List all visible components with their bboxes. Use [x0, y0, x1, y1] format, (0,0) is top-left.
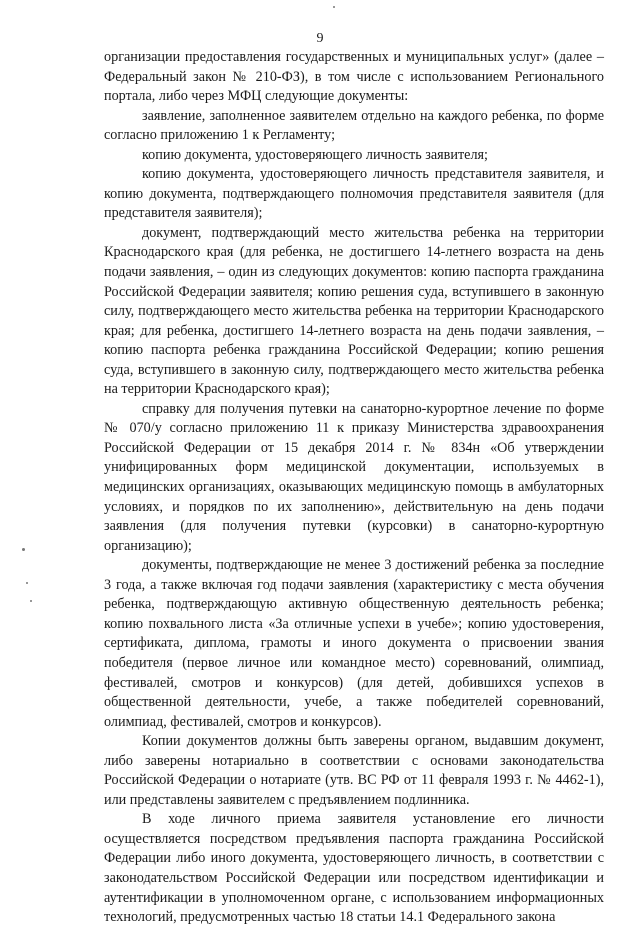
- scan-speck: [26, 582, 28, 584]
- document-body: [104, 48, 604, 928]
- page-number: 9: [316, 31, 324, 46]
- scan-speck: [22, 548, 25, 551]
- paragraph-applicant-id: копию документа, удостоверяющего личность заявителя;: [142, 146, 488, 163]
- paragraph-sanatorium-certificate: справку для получения путевки на санаторно-курортное лечение по форме № 070/у согласно приложению 11 к приказу Министерства здравоохранения Российской Федерации от 15 декабря 2014 г. № 834н «Об утверждении унифицированных форм медицинской документации, используемых в медицинских организациях, оказывающих медицинскую помощь в амбулаторных условиях, и порядков по их заполнению», действительную на день подачи заявления (для получения путевки (курсовки) в санаторно-курортную организацию);: [104, 400, 604, 554]
- scan-speck: [30, 600, 32, 602]
- paragraph-representative-id: копию документа, удостоверяющего личность представителя заявителя, и копию документа, подтверждающего полномочия представителя заявителя (для представителя заявителя);: [104, 166, 604, 222]
- paragraph-residence-document: документ, подтверждающий место жительства ребенка на территории Краснодарского края (для ребенка, не достигшего 14-летнего возраста на день подачи заявления, – один из следующих документов: копию паспорта гражданина Российской Федерации заявителя; копию решения суда, вступившего в законную силу, подтверждающего место жительства ребенка на территории Краснодарского края; для ребенка, достигшего 14-летнего возраста на день подачи заявления, – копию паспорта ребенка гражданина Российской Федерации; копию решения суда, вступившего в законную силу, подтверждающего место жительства ребенка на территории Краснодарского края);: [104, 224, 604, 398]
- paragraph-copies-certification: Копии документов должны быть заверены органом, выдавшим документ, либо заверены нотариально в соответствии с основами законодательства Российской Федерации о нотариате (утв. ВС РФ от 11 февраля 1993 г. № 4462-1), или представлены заявителем с предъявлением подлинника.: [104, 733, 604, 808]
- paragraph-achievements: документы, подтверждающие не менее 3 достижений ребенка за последние 3 года, а также включая год подачи заявления (характеристику с места обучения ребенка, подтверждающую активную общественную деятельность ребенка; копию похвального листа «За отличные успехи в учебе»; копию удостоверения, сертификата, диплома, грамоты и иного документа о присвоении звания победителя (первое личное или командное место) соревнований, олимпиад, фестивалей, смотров и конкурсов) (для детей, добившихся успехов в общественной деятельности, учебе, а также победителей соревнований, олимпиад, фестивалей, смотров и конкурсов).: [104, 557, 604, 730]
- paragraph-personal-reception: В ходе личного приема заявителя установление его личности осуществляется посредством предъявления паспорта гражданина Российской Федерации либо иного документа, удостоверяющего личность, в соответствии с законодательством Российской Федерации или посредством идентификации и аутентификации в уполномоченном органе, с использованием информационных технологий, предусмотренных частью 18 статьи 14.1 Федерального закона: [104, 811, 604, 926]
- paragraph-continuation: организации предоставления государственных и муниципальных услуг» (далее – Федеральный закон № 210-ФЗ), в том числе с использованием Регионального портала, либо через МФЦ следующие документы:: [104, 49, 604, 105]
- paragraph-application: заявление, заполненное заявителем отдельно на каждого ребенка, по форме согласно приложению 1 к Регламенту;: [104, 107, 604, 144]
- scan-speck: [333, 6, 335, 8]
